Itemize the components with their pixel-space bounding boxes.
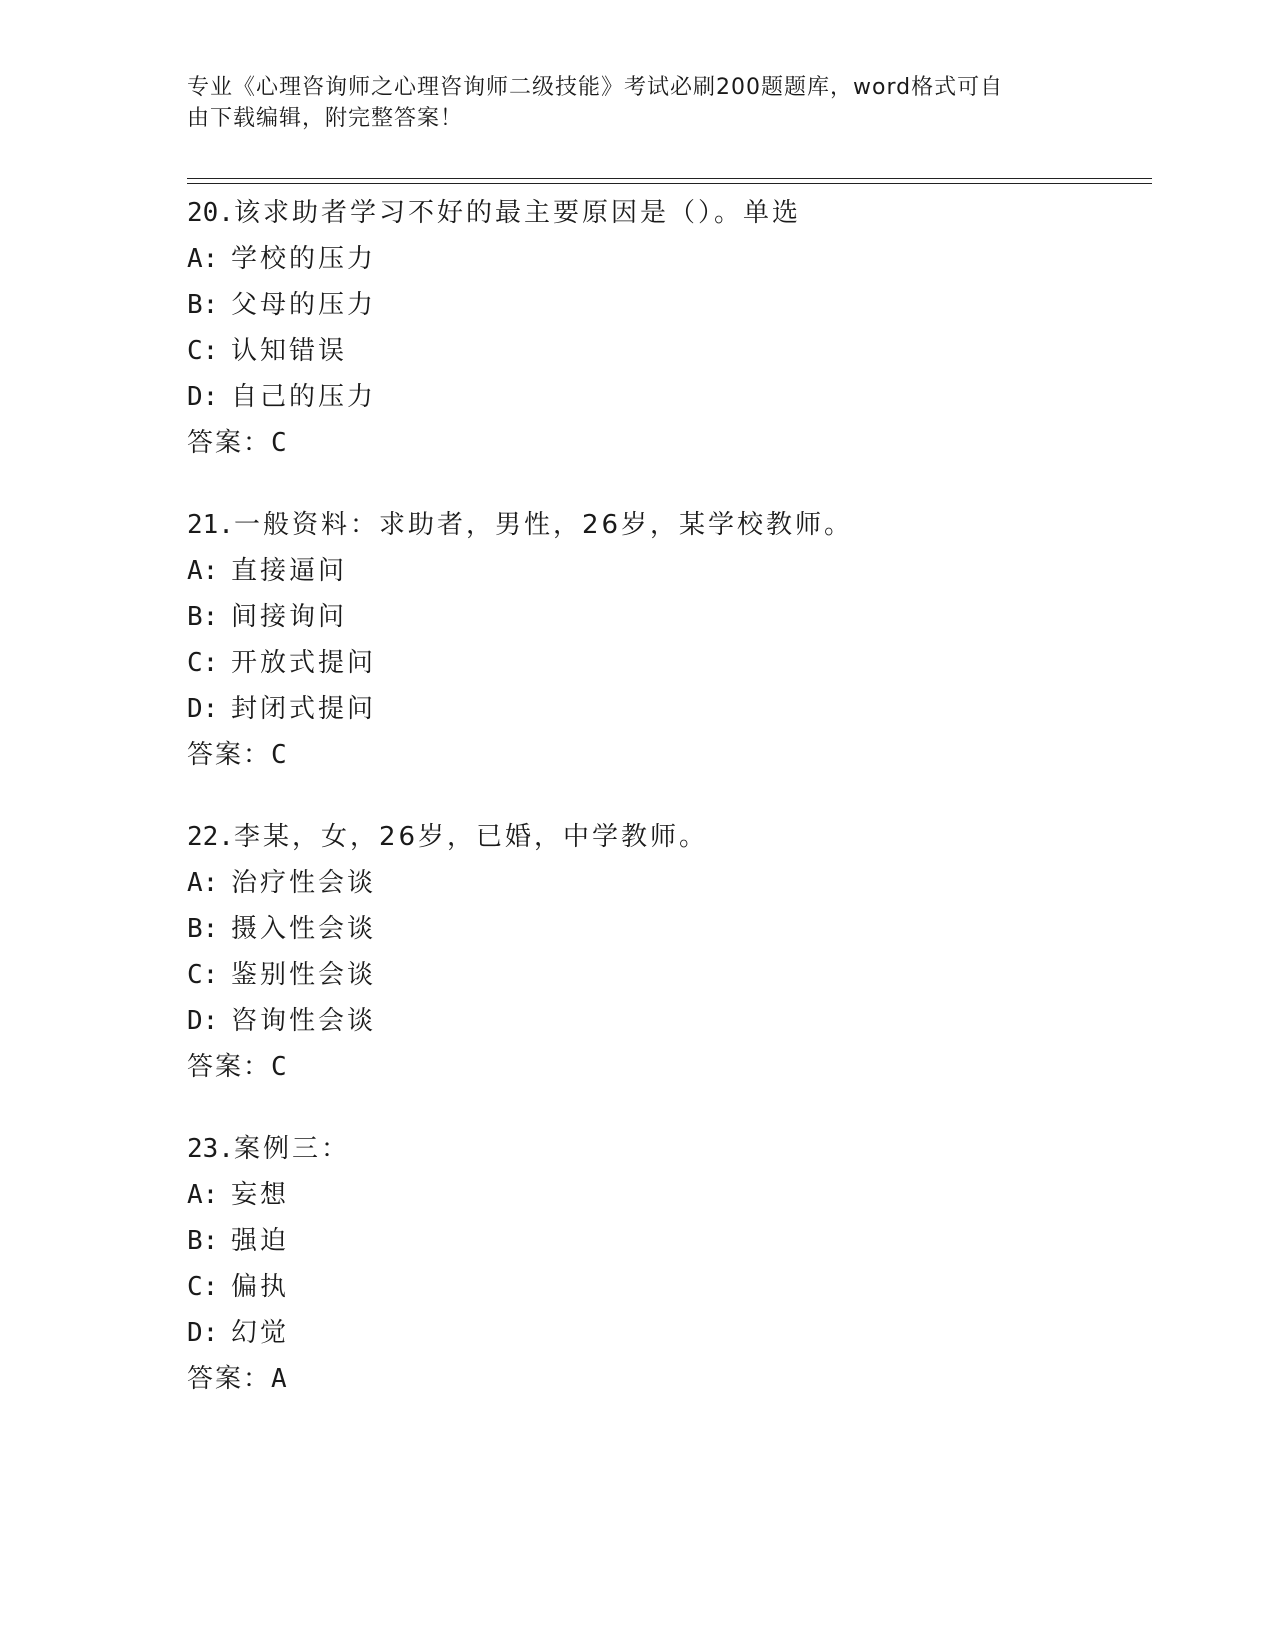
question-stem [187,1126,1147,1172]
option-letter: B: [187,290,219,320]
answer-value: C [271,1052,289,1082]
option-c [187,1264,1147,1310]
option-a [187,548,1147,594]
option-letter: C: [187,336,219,366]
header-rule-top [187,178,1152,179]
question-stem [187,190,1147,236]
document-header [187,72,1067,134]
option-text: 直接逼问 [231,556,348,586]
option-letter: C: [187,960,219,990]
option-a [187,1172,1147,1218]
option-letter: C: [187,648,219,678]
option-letter: A: [187,244,219,274]
option-d [187,374,1147,420]
answer-line [187,1356,1147,1402]
option-text: 摄入性会谈 [231,914,377,944]
option-c [187,640,1147,686]
option-letter: B: [187,1226,219,1256]
answer-label: 答案： [187,1364,272,1394]
option-text: 自己的压力 [231,382,377,412]
header-rule-bottom [187,183,1152,184]
option-letter: D: [187,1006,219,1036]
option-letter: A: [187,556,219,586]
question-22 [187,814,1147,1090]
answer-value: C [271,740,289,770]
option-c [187,328,1147,374]
question-number: 20. [187,198,234,228]
option-text: 鉴别性会谈 [231,960,377,990]
answer-line [187,420,1147,466]
option-text: 间接询问 [231,602,348,632]
option-text: 偏执 [231,1272,290,1302]
option-b [187,1218,1147,1264]
option-text: 认知错误 [231,336,348,366]
option-a [187,236,1147,282]
option-text: 强迫 [231,1226,290,1256]
option-text: 学校的压力 [231,244,377,274]
question-number: 23. [187,1134,234,1164]
option-text: 治疗性会谈 [231,868,377,898]
option-b [187,594,1147,640]
question-stem [187,502,1147,548]
option-d [187,1310,1147,1356]
option-letter: D: [187,382,219,412]
question-23 [187,1126,1147,1402]
option-text: 父母的压力 [231,290,377,320]
option-letter: B: [187,602,219,632]
option-letter: B: [187,914,219,944]
option-text: 封闭式提问 [231,694,377,724]
answer-label: 答案： [187,740,272,770]
option-letter: A: [187,868,219,898]
question-text: 李某，女，26岁，已婚，中学教师。 [233,822,709,852]
question-text: 该求助者学习不好的最主要原因是（）。单选 [233,198,801,228]
question-20 [187,190,1147,466]
option-text: 开放式提问 [231,648,377,678]
option-text: 咨询性会谈 [231,1006,377,1036]
question-stem [187,814,1147,860]
option-c [187,952,1147,998]
option-d [187,998,1147,1044]
question-21 [187,502,1147,778]
header-line-2: 由下载编辑，附完整答案！ [187,106,464,131]
answer-line [187,1044,1147,1090]
answer-value: A [271,1364,289,1394]
answer-value: C [271,428,289,458]
header-line-1: 专业《心理咨询师之心理咨询师二级技能》考试必刷200题题库，word格式可自 [187,75,1004,100]
question-text: 一般资料：求助者，男性，26岁，某学校教师。 [233,510,854,540]
option-letter: D: [187,694,219,724]
option-letter: D: [187,1318,219,1348]
question-text: 案例三： [233,1134,350,1164]
option-letter: A: [187,1180,219,1210]
question-number: 21. [187,510,234,540]
answer-label: 答案： [187,1052,272,1082]
question-list [187,190,1147,1438]
answer-line [187,732,1147,778]
option-a [187,860,1147,906]
question-number: 22. [187,822,234,852]
answer-label: 答案： [187,428,272,458]
option-b [187,906,1147,952]
option-text: 幻觉 [231,1318,290,1348]
option-b [187,282,1147,328]
option-letter: C: [187,1272,219,1302]
option-d [187,686,1147,732]
option-text: 妄想 [231,1180,290,1210]
